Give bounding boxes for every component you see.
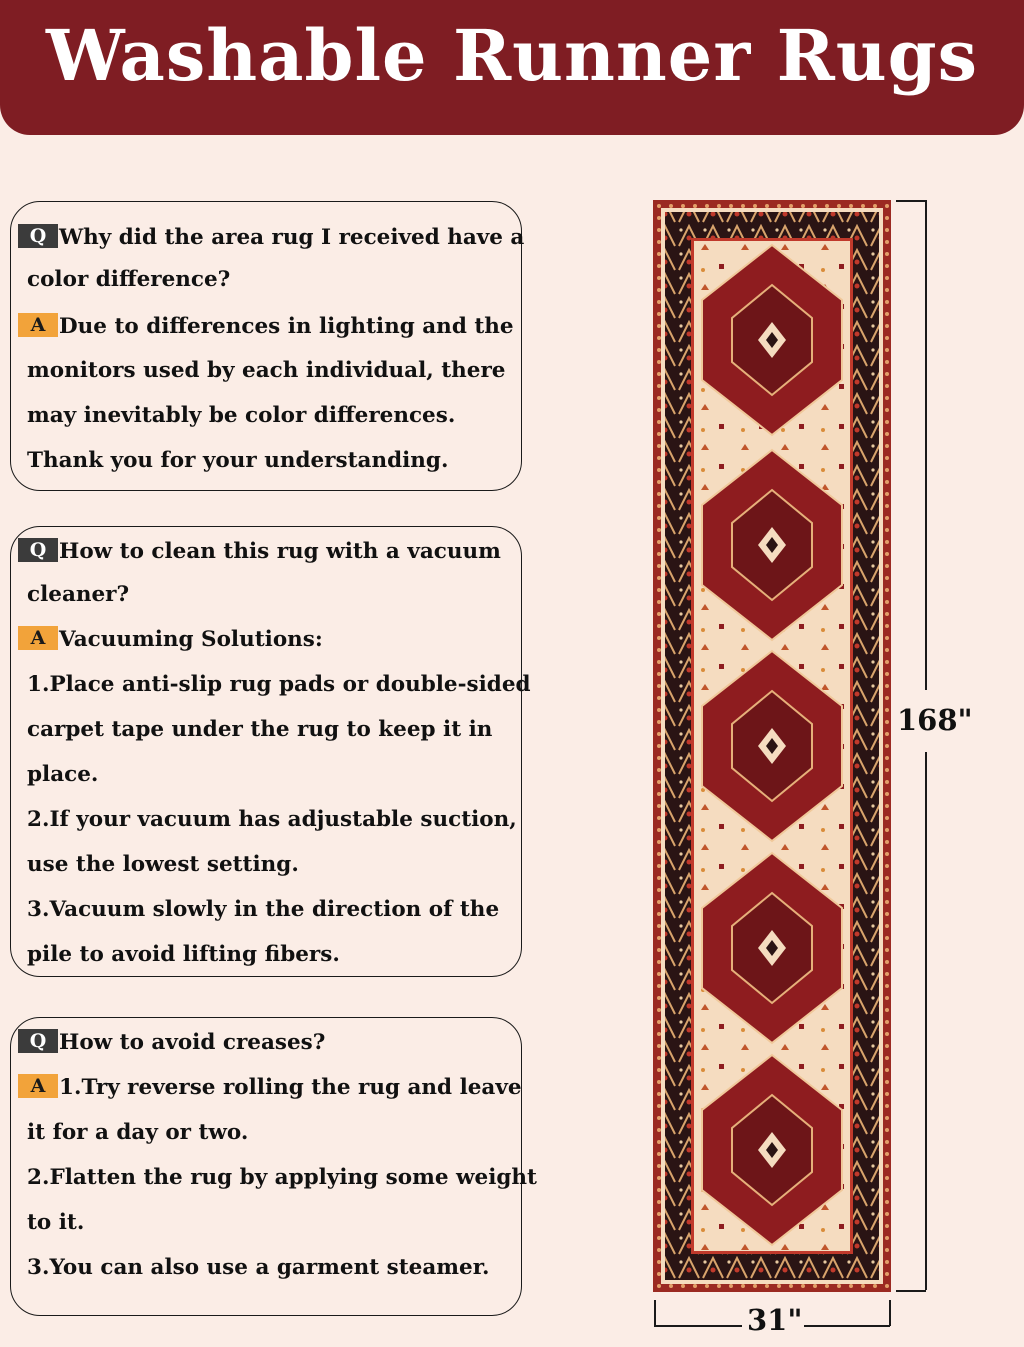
answer-tag: A <box>18 1074 58 1098</box>
width-left-tick <box>654 1300 656 1326</box>
question-line: color difference? <box>27 267 231 292</box>
question-line: Q Why did the area rug I received have a <box>18 224 524 252</box>
answer-line: 3.You can also use a garment steamer. <box>27 1255 490 1280</box>
length-label: 168" <box>897 703 973 737</box>
page-title: Washable Runner Rugs <box>45 14 979 97</box>
answer-line: A 1.Try reverse rolling the rug and leave <box>18 1074 522 1102</box>
answer-line: 3.Vacuum slowly in the direction of the <box>27 897 500 922</box>
answer-line: may inevitably be color differences. <box>27 403 456 428</box>
answer-line: 2.If your vacuum has adjustable suction, <box>27 807 517 832</box>
rug-medallions <box>702 245 842 1245</box>
faq-card-vacuum-cleaning <box>10 526 531 977</box>
answer-line: monitors used by each individual, there <box>27 358 506 383</box>
question-tag: Q <box>18 224 58 248</box>
answer-tag: A <box>18 626 58 650</box>
question-tag: Q <box>18 538 58 562</box>
width-line-right <box>804 1325 890 1327</box>
answer-line: carpet tape under the rug to keep it in <box>27 717 493 742</box>
answer-tag: A <box>18 313 58 337</box>
width-label: 31" <box>747 1303 803 1337</box>
faq-card-color-difference <box>10 201 525 491</box>
width-line-left <box>654 1325 742 1327</box>
answer-line: A Due to differences in lighting and the <box>18 313 514 341</box>
answer-line: 1.Place anti-slip rug pads or double-sided <box>27 672 531 697</box>
question-line: cleaner? <box>27 582 130 607</box>
answer-line: it for a day or two. <box>27 1120 249 1145</box>
runner-rug-image <box>653 200 891 1292</box>
answer-line: to it. <box>27 1210 85 1235</box>
length-line-lower <box>925 752 927 1290</box>
question-line: Q How to clean this rug with a vacuum <box>18 538 501 566</box>
faq-card-creases <box>10 1017 537 1316</box>
length-line-upper <box>925 200 927 690</box>
width-right-tick <box>889 1300 891 1326</box>
answer-line: 2.Flatten the rug by applying some weight <box>27 1165 537 1190</box>
answer-line: pile to avoid lifting fibers. <box>27 942 340 967</box>
answer-line: A Vacuuming Solutions: <box>18 626 323 654</box>
answer-line: use the lowest setting. <box>27 852 299 877</box>
answer-line: place. <box>27 762 99 787</box>
answer-line: Thank you for your understanding. <box>27 448 449 473</box>
length-bottom-tick <box>896 1290 926 1292</box>
question-tag: Q <box>18 1029 58 1053</box>
question-line: Q How to avoid creases? <box>18 1029 325 1057</box>
length-top-tick <box>896 200 926 202</box>
title-banner <box>0 0 1024 135</box>
